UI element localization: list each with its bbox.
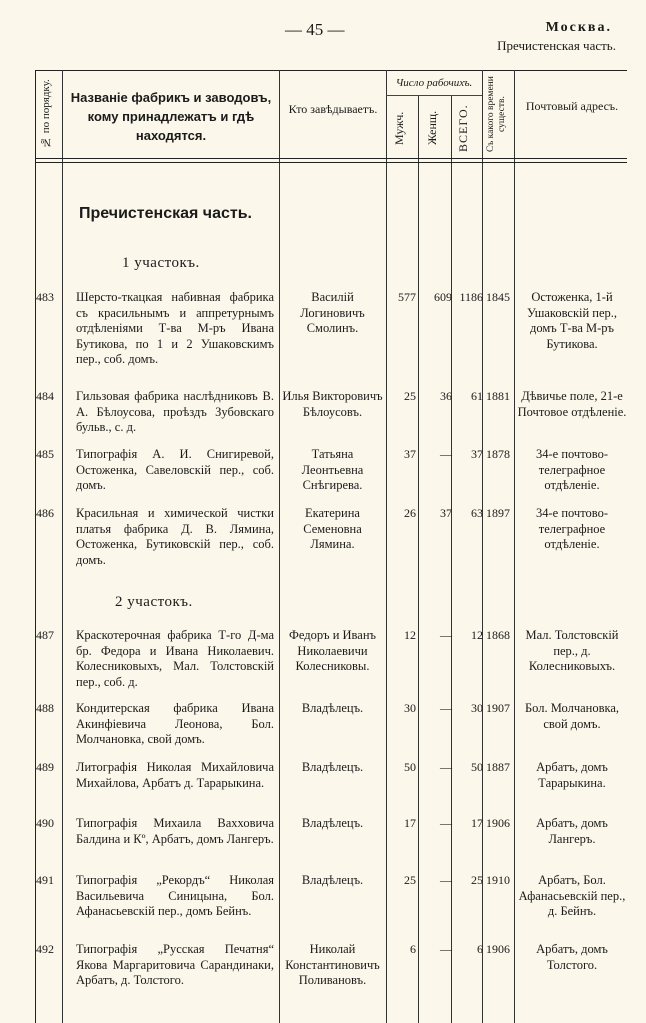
- total-count: 63: [471, 506, 483, 520]
- total-count: 50: [471, 760, 483, 774]
- postal-address: Мал. Толстовскій пер., д. Колесниковыхъ.: [525, 628, 619, 673]
- male-count: 577: [398, 290, 416, 304]
- row-number: 492: [36, 942, 54, 956]
- factory-name: Кондитерская фабрика Ивана Акинфіевича Леонова, Бол. Молчановка, свой домъ.: [76, 701, 274, 746]
- manager: Владѣлецъ.: [301, 873, 364, 887]
- total-count: 61: [471, 389, 483, 403]
- male-count: 30: [404, 701, 416, 715]
- column-header-number: № по порядку.: [40, 79, 52, 149]
- postal-address: Арбатъ, домъ Тарарыкина.: [536, 760, 608, 790]
- factory-name: Шерсто-ткацкая набивная фабрика съ красильнымъ и аппретурнымъ отдѣленіями Т-ва М-ръ Ивана Бутикова, по 1 и 2 Ушаковскимъ пер., соб. домъ.: [76, 290, 274, 366]
- page-number: — 45 —: [285, 20, 345, 39]
- postal-address: Арбатъ, домъ Лангеръ.: [536, 816, 608, 846]
- female-count: 609: [434, 290, 452, 304]
- row-number: 488: [36, 701, 54, 715]
- year-founded: 1906: [486, 942, 510, 956]
- year-founded: 1868: [486, 628, 510, 642]
- column-header-address: Почтовый адресъ.: [525, 99, 619, 113]
- row-number: 484: [36, 389, 54, 403]
- column-header-since: Съ какого времени существ.: [486, 76, 507, 152]
- manager: Николай Константиновичъ Поливановъ.: [285, 942, 380, 987]
- male-count: 12: [404, 628, 416, 642]
- section-title: Пречистенская часть.: [79, 205, 252, 222]
- female-count: 36: [440, 389, 452, 403]
- row-number: 486: [36, 506, 54, 520]
- female-count: —: [440, 942, 452, 956]
- header-bottom-line: [35, 162, 627, 163]
- part-heading: Пречистенская часть.: [497, 38, 616, 53]
- total-count: 17: [471, 816, 483, 830]
- male-count: 25: [404, 873, 416, 887]
- female-count: —: [440, 628, 452, 642]
- manager: Татьяна Леонтьевна Снѣгирева.: [301, 447, 364, 492]
- column-divider: [514, 70, 515, 1023]
- female-count: —: [440, 760, 452, 774]
- female-count: 37: [440, 506, 452, 520]
- postal-address: Арбатъ, домъ Толстого.: [536, 942, 608, 972]
- female-count: —: [440, 873, 452, 887]
- column-header-female: Женщ.: [425, 110, 439, 146]
- column-header-owner: Кто завѣдываетъ.: [288, 102, 378, 116]
- total-count: 37: [471, 447, 483, 461]
- manager: Федоръ и Иванъ Николаевичи Колесниковы.: [289, 628, 376, 673]
- year-founded: 1845: [486, 290, 510, 304]
- factory-name: Типографія „Русская Печатня“ Якова Маргаритовича Сарандинаки, Арбатъ, д. Толстого.: [76, 942, 274, 987]
- row-number: 487: [36, 628, 54, 642]
- factory-name: Типографія „Рекордъ“ Николая Васильевича Синицына, Бол. Афанасьевскій пер., домъ Бейнъ.: [76, 873, 274, 918]
- total-count: 1186: [459, 290, 483, 304]
- factory-name: Типографія А. И. Снигиревой, Остоженка, Савеловскій пер., соб. домъ.: [76, 447, 274, 492]
- year-founded: 1906: [486, 816, 510, 830]
- city-heading: Москва.: [545, 20, 612, 35]
- male-count: 17: [404, 816, 416, 830]
- postal-address: Арбатъ, Бол. Афанасьевскій пер., д. Бейнъ.: [518, 873, 626, 918]
- postal-address: Остоженка, 1-й Ушаковскій пер., домъ Т-ва М-ръ Бутикова.: [526, 290, 618, 351]
- manager: Илья Викторовичъ Бѣлоусовъ.: [282, 389, 383, 419]
- total-count: 30: [471, 701, 483, 715]
- factory-name: Красильная и химической чистки платья фабрика Д. В. Лямина, Остоженка, Бутиковскій пер., соб. домъ.: [76, 506, 274, 567]
- total-count: 25: [471, 873, 483, 887]
- male-count: 50: [404, 760, 416, 774]
- workers-subheader-line: [386, 95, 482, 96]
- header-bottom-line: [35, 158, 627, 159]
- female-count: —: [440, 816, 452, 830]
- factory-name: Типографія Михаила Вахховича Балдина и Кº, Арбатъ, домъ Лангеръ.: [76, 816, 274, 846]
- row-number: 489: [36, 760, 54, 774]
- row-number: 485: [36, 447, 54, 461]
- year-founded: 1910: [486, 873, 510, 887]
- total-count: 6: [477, 942, 483, 956]
- manager: Владѣлецъ.: [301, 816, 364, 830]
- female-count: —: [440, 447, 452, 461]
- male-count: 25: [404, 389, 416, 403]
- year-founded: 1907: [486, 701, 510, 715]
- year-founded: 1887: [486, 760, 510, 774]
- column-header-male: Мужч.: [392, 111, 406, 145]
- postal-address: Бол. Молчановка, свой домъ.: [524, 701, 620, 731]
- manager: Владѣлецъ.: [301, 701, 364, 715]
- year-founded: 1881: [486, 389, 510, 403]
- female-count: —: [440, 701, 452, 715]
- column-header-name: Названіе фабрикъ и заводовъ, кому принадлежатъ и гдѣ находятся.: [70, 90, 272, 143]
- factory-name: Гильзовая фабрика наслѣдниковъ В. А. Бѣлоусова, проѣздъ Зубовскаго бульв., с. д.: [76, 389, 274, 434]
- postal-address: Дѣвичье поле, 21-е Почтовое отдѣленіе.: [517, 389, 627, 419]
- manager: Владѣлецъ.: [301, 760, 364, 774]
- postal-address: 34-е почтово-телеграфное отдѣленіе.: [535, 447, 608, 492]
- column-header-workers: Число рабочихъ.: [395, 77, 473, 89]
- row-number: 483: [36, 290, 54, 304]
- row-number: 490: [36, 816, 54, 830]
- year-founded: 1878: [486, 447, 510, 461]
- total-count: 12: [471, 628, 483, 642]
- column-divider: [62, 70, 63, 1023]
- district-heading: 1 участокъ.: [122, 255, 200, 271]
- manager: Василій Логиновичъ Смолинъ.: [300, 290, 365, 335]
- male-count: 6: [410, 942, 416, 956]
- column-header-total: ВСЕГО.: [456, 104, 470, 152]
- year-founded: 1897: [486, 506, 510, 520]
- row-number: 491: [36, 873, 54, 887]
- district-heading: 2 участокъ.: [115, 594, 193, 610]
- factory-name: Краскотерочная фабрика Т-го Д-ма бр. Федора и Ивана Николаевич. Колесниковыхъ, Мал. Толстовскій пер., соб. д.: [76, 628, 274, 689]
- male-count: 37: [404, 447, 416, 461]
- manager: Екатерина Семеновна Лямина.: [303, 506, 362, 551]
- male-count: 26: [404, 506, 416, 520]
- factory-name: Литографія Николая Михайловича Михайлова, Арбатъ д. Тарарыкина.: [76, 760, 274, 790]
- postal-address: 34-е почтово-телеграфное отдѣленіе.: [535, 506, 608, 551]
